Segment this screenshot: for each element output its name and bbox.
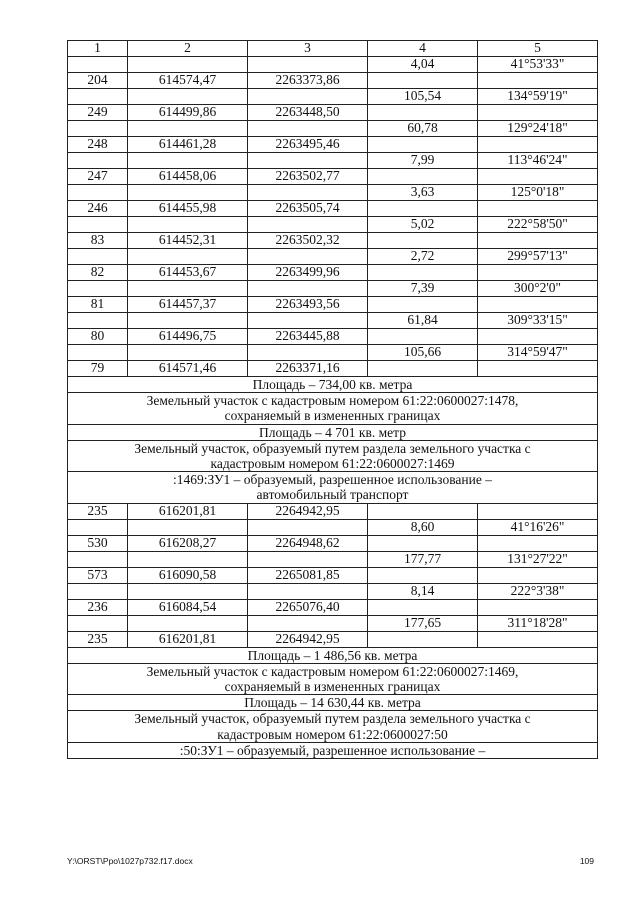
segment-row — [68, 217, 598, 233]
text-row — [68, 440, 598, 471]
empty-cell — [478, 169, 598, 185]
empty-cell — [368, 297, 478, 313]
direction-angle: 311°18'28" — [478, 615, 598, 631]
text-cell — [68, 647, 598, 663]
header-cell: 2 — [128, 41, 248, 57]
text-row — [68, 742, 598, 758]
empty-cell — [248, 281, 368, 297]
segment-row — [68, 345, 598, 361]
y-coordinate: 2264942,95 — [248, 631, 368, 647]
point-row — [68, 105, 598, 121]
text-cell — [68, 742, 598, 758]
text-line: сохраняемый в измененных границах — [224, 679, 441, 695]
empty-cell — [128, 89, 248, 105]
empty-cell — [128, 551, 248, 567]
empty-cell — [478, 201, 598, 217]
table-header-row — [68, 41, 598, 57]
direction-angle: 222°3'38" — [478, 583, 598, 599]
x-coordinate: 616090,58 — [128, 567, 248, 583]
point-row — [68, 265, 598, 281]
y-coordinate: 2265081,85 — [248, 567, 368, 583]
point-number: 236 — [68, 599, 128, 615]
text-cell — [68, 695, 598, 711]
empty-cell — [368, 567, 478, 583]
empty-cell — [478, 297, 598, 313]
empty-cell — [128, 615, 248, 631]
empty-cell — [368, 73, 478, 89]
empty-cell — [248, 217, 368, 233]
x-coordinate: 614496,75 — [128, 329, 248, 345]
segment-row — [68, 551, 598, 567]
empty-cell — [128, 153, 248, 169]
text-row — [68, 377, 598, 393]
y-coordinate: 2263445,88 — [248, 329, 368, 345]
empty-cell — [368, 329, 478, 345]
direction-angle: 134°59'19" — [478, 89, 598, 105]
text-line: кадастровым номером 61:22:0600027:50 — [217, 726, 448, 742]
x-coordinate: 614455,98 — [128, 201, 248, 217]
empty-cell — [128, 281, 248, 297]
empty-cell — [68, 551, 128, 567]
empty-cell — [128, 57, 248, 73]
empty-cell — [128, 519, 248, 535]
empty-cell — [248, 57, 368, 73]
text-row — [68, 695, 598, 711]
y-coordinate: 2265076,40 — [248, 599, 368, 615]
empty-cell — [128, 583, 248, 599]
x-coordinate: 616201,81 — [128, 503, 248, 519]
segment-length: 8,60 — [368, 519, 478, 535]
text-row — [68, 472, 598, 503]
point-row — [68, 361, 598, 377]
text-cell — [68, 472, 598, 503]
empty-cell — [68, 583, 128, 599]
y-coordinate: 2263502,32 — [248, 233, 368, 249]
segment-row — [68, 519, 598, 535]
direction-angle: 300°2'0" — [478, 281, 598, 297]
header-cell: 5 — [478, 41, 598, 57]
point-number: 247 — [68, 169, 128, 185]
point-row — [68, 329, 598, 345]
segment-length: 177,77 — [368, 551, 478, 567]
segment-length: 60,78 — [368, 121, 478, 137]
text-row — [68, 663, 598, 694]
point-number: 246 — [68, 201, 128, 217]
segment-row — [68, 281, 598, 297]
header-cell: 4 — [368, 41, 478, 57]
point-row — [68, 599, 598, 615]
x-coordinate: 614452,31 — [128, 233, 248, 249]
segment-length: 4,04 — [368, 57, 478, 73]
segment-row — [68, 57, 598, 73]
direction-angle: 299°57'13" — [478, 249, 598, 265]
empty-cell — [68, 345, 128, 361]
point-row — [68, 567, 598, 583]
text-line: Земельный участок, образуемый путем раздела земельного участка с — [134, 440, 531, 456]
empty-cell — [68, 249, 128, 265]
segment-length: 8,14 — [368, 583, 478, 599]
empty-cell — [68, 89, 128, 105]
empty-cell — [248, 313, 368, 329]
text-cell — [68, 393, 598, 424]
empty-cell — [478, 535, 598, 551]
segment-length: 2,72 — [368, 249, 478, 265]
segment-row — [68, 583, 598, 599]
point-row — [68, 201, 598, 217]
empty-cell — [248, 345, 368, 361]
text-cell — [68, 711, 598, 742]
point-number: 248 — [68, 137, 128, 153]
y-coordinate: 2263499,96 — [248, 265, 368, 281]
text-line: Площадь – 1 486,56 кв. метра — [247, 647, 418, 663]
empty-cell — [68, 153, 128, 169]
text-row — [68, 647, 598, 663]
empty-cell — [68, 281, 128, 297]
text-line: Земельный участок с кадастровым номером 61:22:0600027:1469, — [146, 663, 519, 679]
direction-angle: 309°33'15" — [478, 313, 598, 329]
point-number: 79 — [68, 361, 128, 377]
text-line: Площадь – 4 701 кв. метр — [259, 424, 406, 440]
empty-cell — [68, 57, 128, 73]
empty-cell — [478, 105, 598, 121]
point-row — [68, 297, 598, 313]
direction-angle: 314°59'47" — [478, 345, 598, 361]
x-coordinate: 614457,37 — [128, 297, 248, 313]
empty-cell — [248, 615, 368, 631]
empty-cell — [368, 105, 478, 121]
y-coordinate: 2263493,56 — [248, 297, 368, 313]
segment-length: 61,84 — [368, 313, 478, 329]
empty-cell — [368, 137, 478, 153]
text-row — [68, 711, 598, 742]
segment-row — [68, 89, 598, 105]
segment-length: 177,65 — [368, 615, 478, 631]
direction-angle: 113°46'24" — [478, 153, 598, 169]
text-cell — [68, 440, 598, 471]
empty-cell — [368, 503, 478, 519]
empty-cell — [478, 137, 598, 153]
point-number: 249 — [68, 105, 128, 121]
text-line: кадастровым номером 61:22:0600027:1469 — [210, 456, 455, 472]
x-coordinate: 616201,81 — [128, 631, 248, 647]
empty-cell — [128, 217, 248, 233]
segment-length: 3,63 — [368, 185, 478, 201]
point-number: 530 — [68, 535, 128, 551]
empty-cell — [128, 313, 248, 329]
segment-row — [68, 313, 598, 329]
empty-cell — [128, 345, 248, 361]
text-line: автомобильный транспорт — [256, 487, 409, 503]
coordinates-table — [67, 40, 598, 759]
empty-cell — [248, 249, 368, 265]
point-number: 82 — [68, 265, 128, 281]
point-row — [68, 233, 598, 249]
empty-cell — [68, 121, 128, 137]
text-line: Земельный участок, образуемый путем раздела земельного участка с — [134, 711, 531, 727]
text-line: :1469:ЗУ1 – образуемый, разрешенное использование – — [173, 472, 492, 488]
empty-cell — [248, 583, 368, 599]
empty-cell — [478, 631, 598, 647]
page-number: 109 — [579, 856, 594, 866]
point-row — [68, 73, 598, 89]
y-coordinate: 2263448,50 — [248, 105, 368, 121]
empty-cell — [68, 519, 128, 535]
empty-cell — [478, 73, 598, 89]
direction-angle: 129°24'18" — [478, 121, 598, 137]
x-coordinate: 616208,27 — [128, 535, 248, 551]
direction-angle: 41°53'33" — [478, 57, 598, 73]
empty-cell — [368, 201, 478, 217]
empty-cell — [368, 535, 478, 551]
x-coordinate: 614453,67 — [128, 265, 248, 281]
text-cell — [68, 424, 598, 440]
x-coordinate: 614499,86 — [128, 105, 248, 121]
y-coordinate: 2263371,16 — [248, 361, 368, 377]
segment-row — [68, 153, 598, 169]
empty-cell — [478, 567, 598, 583]
point-row — [68, 503, 598, 519]
empty-cell — [248, 185, 368, 201]
point-number: 235 — [68, 631, 128, 647]
point-row — [68, 137, 598, 153]
empty-cell — [478, 361, 598, 377]
y-coordinate: 2263373,86 — [248, 73, 368, 89]
segment-row — [68, 185, 598, 201]
empty-cell — [248, 551, 368, 567]
empty-cell — [128, 185, 248, 201]
empty-cell — [128, 249, 248, 265]
segment-length: 105,66 — [368, 345, 478, 361]
text-row — [68, 393, 598, 424]
empty-cell — [478, 329, 598, 345]
text-line: Площадь – 734,00 кв. метра — [252, 377, 413, 392]
y-coordinate: 2263502,77 — [248, 169, 368, 185]
coordinates-table-body — [68, 41, 598, 759]
point-row — [68, 631, 598, 647]
segment-row — [68, 121, 598, 137]
y-coordinate: 2264942,95 — [248, 503, 368, 519]
empty-cell — [248, 89, 368, 105]
text-line: Площадь – 14 630,44 кв. метра — [244, 695, 421, 711]
segment-length: 105,54 — [368, 89, 478, 105]
text-cell — [68, 663, 598, 694]
x-coordinate: 616084,54 — [128, 599, 248, 615]
point-number: 83 — [68, 233, 128, 249]
point-number: 573 — [68, 567, 128, 583]
point-number: 80 — [68, 329, 128, 345]
y-coordinate: 2264948,62 — [248, 535, 368, 551]
empty-cell — [368, 169, 478, 185]
text-row — [68, 424, 598, 440]
point-number: 235 — [68, 503, 128, 519]
text-line: Земельный участок с кадастровым номером 61:22:0600027:1478, — [146, 393, 519, 409]
empty-cell — [368, 631, 478, 647]
segment-row — [68, 249, 598, 265]
y-coordinate: 2263505,74 — [248, 201, 368, 217]
x-coordinate: 614574,47 — [128, 73, 248, 89]
empty-cell — [68, 185, 128, 201]
x-coordinate: 614461,28 — [128, 137, 248, 153]
header-cell: 3 — [248, 41, 368, 57]
empty-cell — [248, 519, 368, 535]
point-number: 81 — [68, 297, 128, 313]
empty-cell — [478, 265, 598, 281]
y-coordinate: 2263495,46 — [248, 137, 368, 153]
segment-length: 7,39 — [368, 281, 478, 297]
x-coordinate: 614458,06 — [128, 169, 248, 185]
empty-cell — [248, 153, 368, 169]
footer-file-path: Y:\ORST\Ppo\1027p732.f17.docx — [67, 856, 193, 866]
text-line: сохраняемый в измененных границах — [224, 408, 441, 424]
empty-cell — [68, 313, 128, 329]
point-row — [68, 535, 598, 551]
segment-length: 7,99 — [368, 153, 478, 169]
header-cell: 1 — [68, 41, 128, 57]
empty-cell — [368, 233, 478, 249]
empty-cell — [368, 265, 478, 281]
x-coordinate: 614571,46 — [128, 361, 248, 377]
text-line: :50:ЗУ1 – образуемый, разрешенное использование – — [179, 742, 486, 758]
point-row — [68, 169, 598, 185]
direction-angle: 222°58'50" — [478, 217, 598, 233]
empty-cell — [478, 503, 598, 519]
point-number: 204 — [68, 73, 128, 89]
empty-cell — [368, 599, 478, 615]
empty-cell — [68, 615, 128, 631]
segment-row — [68, 615, 598, 631]
empty-cell — [478, 599, 598, 615]
empty-cell — [128, 121, 248, 137]
empty-cell — [248, 121, 368, 137]
empty-cell — [368, 361, 478, 377]
empty-cell — [478, 233, 598, 249]
direction-angle: 131°27'22" — [478, 551, 598, 567]
direction-angle: 125°0'18" — [478, 185, 598, 201]
empty-cell — [68, 217, 128, 233]
segment-length: 5,02 — [368, 217, 478, 233]
direction-angle: 41°16'26" — [478, 519, 598, 535]
text-cell — [68, 377, 598, 393]
